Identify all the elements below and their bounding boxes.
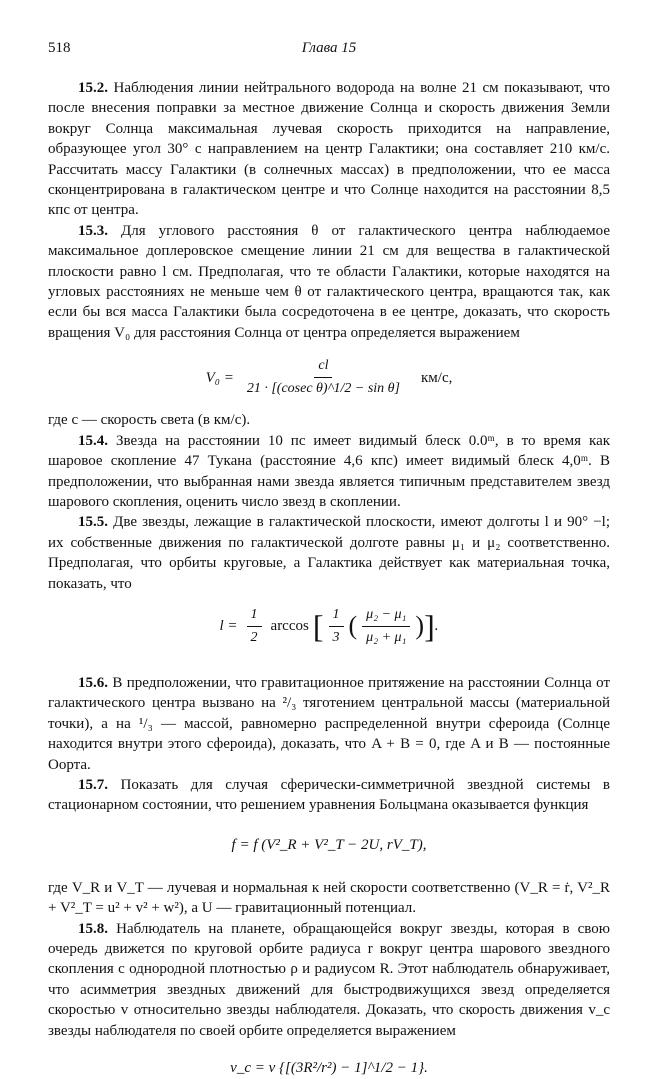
fraction: [243, 357, 404, 398]
fraction-denominator: 2: [250, 629, 258, 645]
problem-number: 15.2.: [78, 80, 108, 96]
problem-text: Показать для случая сферически-симметричной звездной системы в стационарном состоянии, что решением уравнения Больцмана оказывается функция: [48, 776, 610, 814]
fraction-numerator: 1: [247, 606, 262, 627]
page-number: 518: [48, 40, 71, 56]
formula-arccos: [48, 606, 610, 647]
problem-number: 15.4.: [78, 432, 108, 449]
formula-unit: км/с,: [421, 369, 453, 386]
running-head: Глава 15: [301, 40, 357, 56]
fraction-third: [329, 606, 344, 647]
formula-vc: v_c = v {[(3R²/r²) − 1]^1/2 − 1}.: [230, 1060, 428, 1077]
fraction-numerator: cl: [314, 357, 332, 378]
problem-number: 15.7.: [78, 776, 108, 793]
formula-end: .: [434, 618, 439, 635]
fraction-numerator: 1: [329, 606, 344, 627]
formula-v0: [48, 357, 610, 398]
problem-number: 15.3.: [78, 222, 108, 239]
fraction-denominator: 21 · [(cosec θ)^1/2 − sin θ]: [246, 381, 401, 397]
problem-text: Наблюдатель на планете, обращающейся вокруг звезды, которая в свою очередь движется по круговой орбите радиуса r вокруг центра шарового звездного скопления с однородной плотностью ρ и радиусом R. Этот наблюдатель обнаруживает, что асимметрия звездных движений для быстродвижущихся звезд определяется скоростью v относительно звезды наблюдателя. Доказать, что скорость движения v_c звезды наблюдателя по своей орбите определяется выражением: [48, 920, 610, 1039]
problem-number: 15.8.: [78, 920, 108, 937]
problem-text: Для углового расстояния θ от галактического центра наблюдаемое максимальное доплеровское смещение линии 21 см для вещества в галактической плоскости равно l см. Предполагая, что те области Галактики, которые находятся на угловых расстояниях не меньше чем θ от галактического центра, вращаются так, как если бы вся масса Галактики была сосредоточена в ее центре, доказать, что скорость вращения V₀ для расстояния Солнца от центра определяется выражением: [48, 222, 610, 341]
problem-15-2: [48, 78, 610, 221]
fraction-denominator: 3: [332, 629, 340, 645]
arccos-label: arccos: [270, 618, 309, 635]
problem-text: Две звезды, лежащие в галактической плоскости, имеют долготы l и 90° −l; их собственные движения по галактической долготе равны μ₁ и μ₂ соответственно. Предполагая, что орбиты круговые, а Галактика действует как материальная точка, показать, что: [48, 514, 610, 592]
problem-15-7: [48, 775, 610, 816]
problem-text: Звезда на расстоянии 10 пс имеет видимый блеск 0.0ᵐ, в то время как шаровое скопление 47 Тукана (расстояние 4,6 кпс) имеет видимый блеск 4,0ᵐ. В предположении, что выбранная нами звезда является типичным представителем звезд шарового скопления, оценить число звезд в скоплении.: [48, 432, 611, 510]
formula-lhs: V₀ =: [205, 369, 234, 386]
fraction-mu: [362, 606, 410, 647]
problem-15-4: [48, 431, 610, 513]
problem-text: Наблюдения линии нейтрального водорода на волне 21 см показывают, что после внесения поправки за местное движение Солнца и скорость движения Земли вокруг Солнца максимальная лучевая скорость приходится на направление, образующее угол 30° с направлением на центр Галактики; она составляет 210 км/с. Рассчитать массу Галактики (в солнечных массах) в предположении, что ее масса сконцентрирована в галактическом центре и что Солнце находится на расстоянии 8,5 кпс от центра.: [48, 80, 611, 219]
problem-number: 15.5.: [78, 514, 108, 531]
formula-lhs: l =: [219, 618, 238, 635]
problem-15-3-after: где c — скорость света (в км/с).: [48, 412, 251, 429]
problem-15-7-after: где V_R и V_T — лучевая и нормальная к ней скорости соответственно (V_R = ṙ, V²_R + V²_T = u² + v² + w²), а U — гравитационный потенциал.: [48, 879, 610, 917]
problem-15-8: [48, 919, 610, 1041]
page-content: [48, 78, 610, 1079]
fraction-half: [247, 606, 262, 647]
left-bracket-glyph: [: [312, 608, 324, 645]
problem-text: В предположении, что гравитационное притяжение на расстоянии Солнца от галактического центра вызвано на ²/₃ тяготением центральной массы (материальной точки), а на ¹/₃ — массой, равномерно распределенной внутри сфероида (Солнце находится внутри этого сфероида), доказать, что A + B = 0, где A и B — постоянные Оорта.: [48, 674, 611, 773]
fraction-denominator: μ₂ + μ₁: [366, 629, 407, 645]
fraction-numerator: μ₂ − μ₁: [362, 606, 410, 627]
problem-15-6: [48, 673, 610, 775]
right-paren-glyph: ): [415, 611, 425, 641]
formula-f: f = f (V²_R + V²_T − 2U, rV_T),: [231, 836, 427, 853]
page-header: [48, 40, 610, 64]
right-bracket-glyph: ]: [424, 608, 435, 645]
problem-number: 15.6.: [78, 674, 108, 691]
left-paren-glyph: (: [348, 611, 358, 641]
problem-15-3: [48, 221, 610, 343]
problem-15-5: [48, 512, 610, 594]
